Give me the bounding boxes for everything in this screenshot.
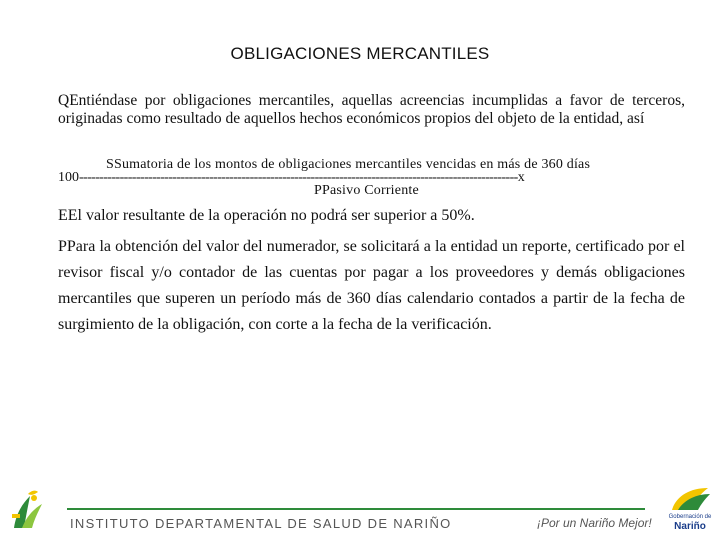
- seal-text: [664, 514, 716, 532]
- limit-paragraph: EEl valor resultante de la operación no podrá ser superior a 50%.: [58, 207, 475, 224]
- formula-fraction-line: [58, 170, 525, 186]
- definition-paragraph: QEntiéndase por obligaciones mercantiles, aquellas acreencias incumplidas a favor de terceros, originadas como resultado de aquellos hechos económicos propios del objeto de la entidad, así: [58, 92, 685, 127]
- seal-line-2: Nariño: [674, 521, 706, 532]
- formula: [58, 157, 688, 201]
- formula-dashes: ------------------------------------------------------------------------------------------------------------: [79, 170, 518, 185]
- slide-title: OBLIGACIONES MERCANTILES: [230, 44, 490, 63]
- gobernacion-narino-seal-icon: [664, 484, 716, 534]
- formula-denominator: PPasivo Corriente: [314, 183, 419, 198]
- footer-divider: [67, 508, 645, 510]
- formula-numerator: SSumatoria de los montos de obligaciones mercantiles vencidas en más de 360 días: [106, 157, 591, 172]
- formula-prefix: 100: [58, 170, 79, 185]
- seal-line-1: Gobernación de: [668, 514, 712, 520]
- health-institute-logo-icon: [8, 484, 48, 532]
- numerator-procedure-paragraph: PPara la obtención del valor del numerador, se solicitará a la entidad un reporte, certificado por el revisor fiscal y/o contador de las cuentas por pagar a los proveedores y demás obligaciones mercantiles que superen un período más de 360 días calendario contados a partir de la fecha de surgimiento de la obligación, con corte a la fecha de la verificación.: [58, 238, 685, 333]
- formula-suffix: x: [517, 170, 525, 185]
- footer-institute-name: INSTITUTO DEPARTAMENTAL DE SALUD DE NARIÑO: [70, 516, 452, 531]
- footer-slogan: ¡Por un Nariño Mejor!: [537, 516, 652, 530]
